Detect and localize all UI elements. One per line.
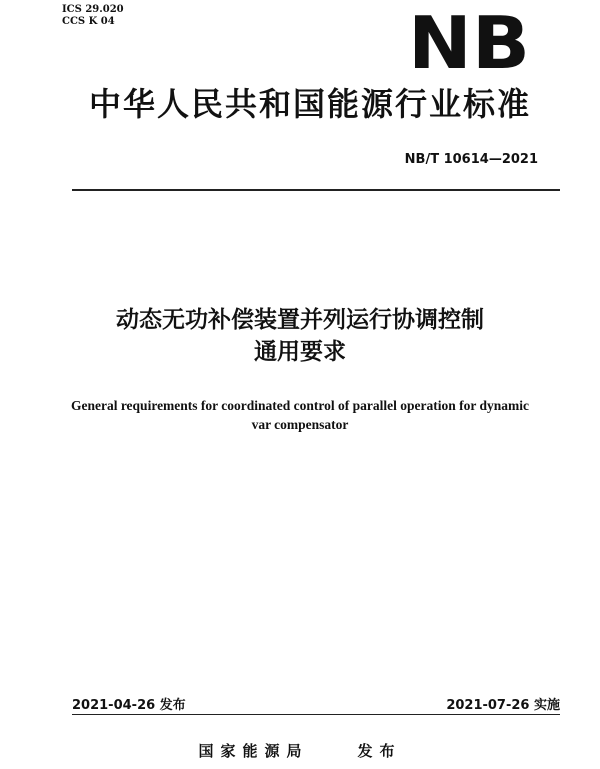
classification-codes (62, 4, 124, 28)
english-title-line-2: var compensator (251, 417, 349, 432)
chinese-title (40, 304, 560, 368)
standard-number: NB/T 10614—2021 (404, 152, 538, 167)
ccs-code: CCS K 04 (62, 16, 115, 27)
chinese-title-line-1: 动态无功补偿装置并列运行协调控制 (116, 307, 484, 333)
nb-logo-text: NB (408, 10, 530, 72)
organization-title: 中华人民共和国能源行业标准 (88, 85, 531, 123)
issuer-action: 发布 (357, 742, 402, 760)
publish-date: 2021-04-26 发布 (72, 698, 186, 713)
english-title (40, 396, 560, 434)
ics-code: ICS 29.020 (62, 4, 124, 15)
nb-logo-graphic (406, 10, 532, 72)
chinese-title-line-2: 通用要求 (254, 339, 346, 365)
issuer-line (0, 740, 600, 761)
issuer-spacer (321, 742, 345, 760)
bottom-divider (72, 714, 560, 715)
english-title-line-1: General requirements for coordinated control of parallel operation for dynamic (70, 398, 530, 413)
implement-date: 2021-07-26 实施 (446, 698, 560, 713)
nb-logo (406, 10, 532, 72)
top-divider (72, 189, 560, 191)
issuer-name: 国家能源局 (198, 742, 309, 760)
